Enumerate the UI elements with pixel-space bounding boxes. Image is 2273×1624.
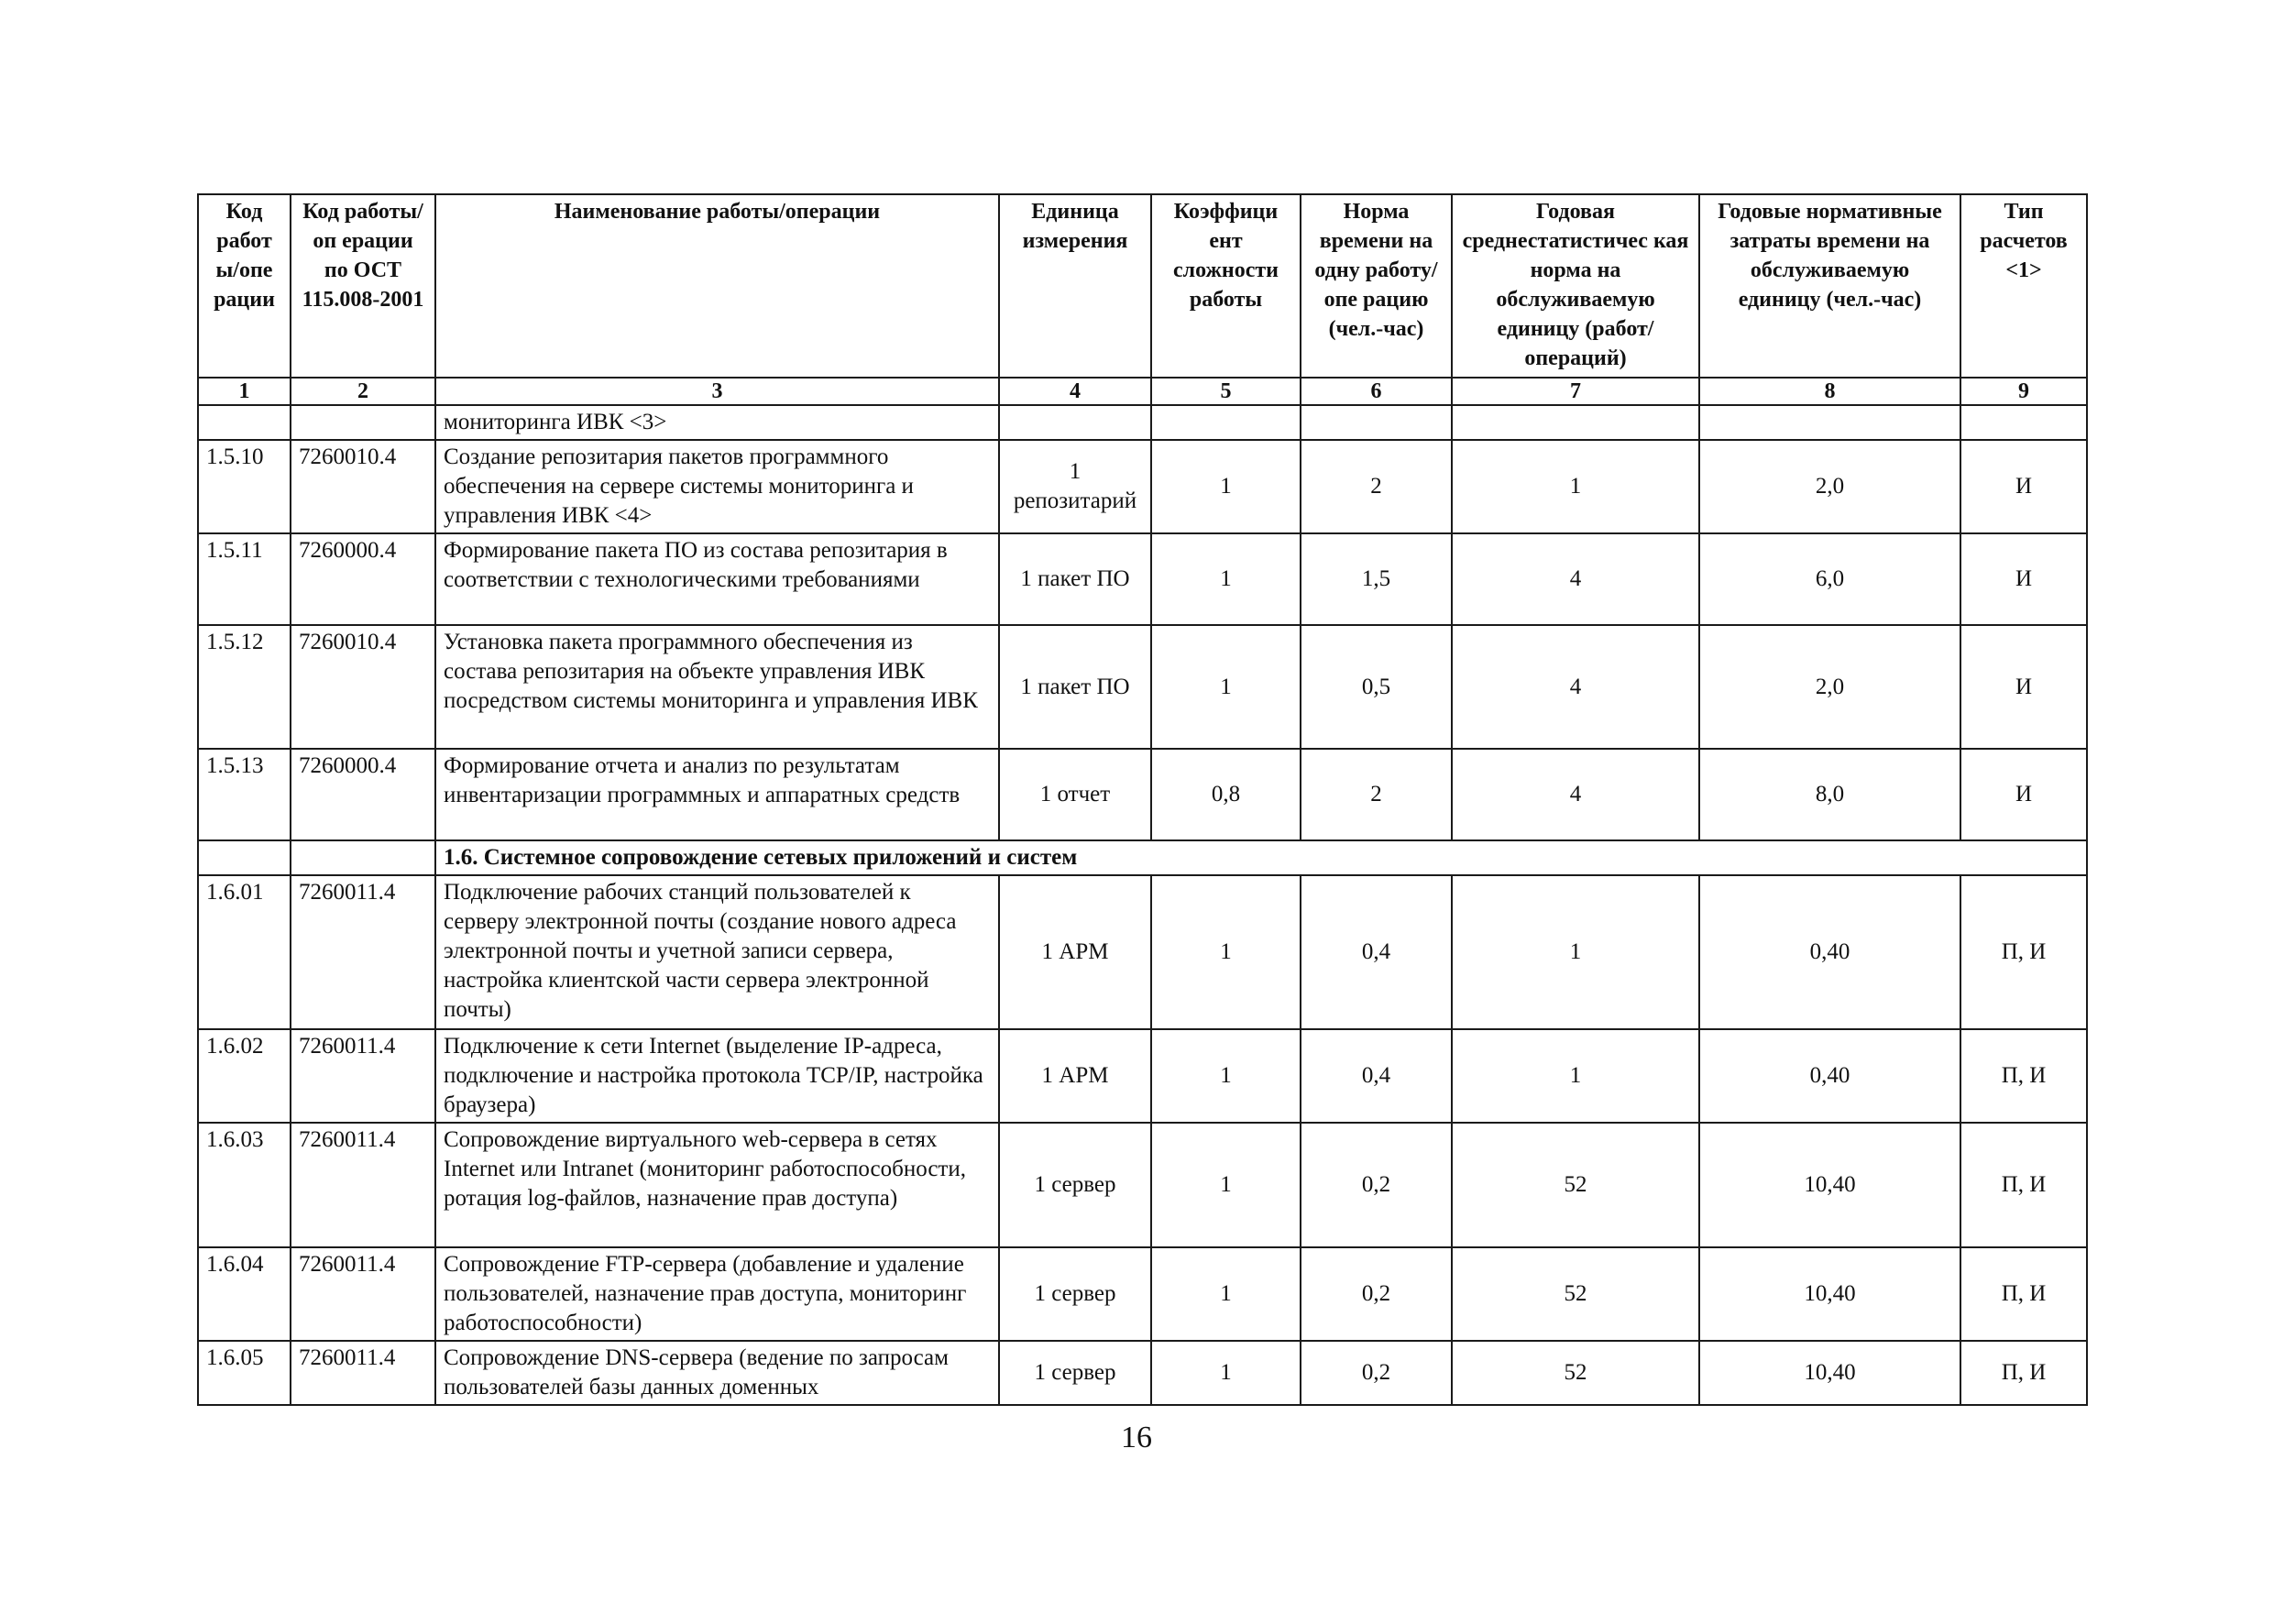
row-annual-norm: 1 bbox=[1452, 1029, 1699, 1123]
row-name: Установка пакета программного обеспечения из состава репозитария на объекте управления ИВК посредством системы мониторинга и управления ИВК bbox=[435, 625, 999, 749]
table-body bbox=[198, 378, 2087, 1405]
col-header-calc-type: Тип расчетов <1> bbox=[1960, 194, 2087, 378]
column-number: 5 bbox=[1151, 378, 1301, 405]
row-time-norm: 0,4 bbox=[1301, 1029, 1452, 1123]
col-header-name: Наименование работы/операции bbox=[435, 194, 999, 378]
row-ost-code: 7260011.4 bbox=[291, 1123, 435, 1247]
row-calc-type: П, И bbox=[1960, 1247, 2087, 1341]
table-row bbox=[198, 1029, 2087, 1123]
row-annual-costs: 8,0 bbox=[1699, 749, 1960, 840]
row-unit: 1 АРМ bbox=[999, 875, 1151, 1029]
col-header-annual-costs: Годовые нормативные затраты времени на обслуживаемую единицу (чел.-час) bbox=[1699, 194, 1960, 378]
header-row bbox=[198, 194, 2087, 378]
row-unit: 1 сервер bbox=[999, 1247, 1151, 1341]
table-row bbox=[198, 533, 2087, 625]
row-time-norm: 0,4 bbox=[1301, 875, 1452, 1029]
row-ost-code: 7260011.4 bbox=[291, 1247, 435, 1341]
row-annual-norm: 1 bbox=[1452, 440, 1699, 533]
row-annual-costs: 2,0 bbox=[1699, 625, 1960, 749]
table-row bbox=[198, 625, 2087, 749]
column-number-row bbox=[198, 378, 2087, 405]
row-ost-code: 7260010.4 bbox=[291, 625, 435, 749]
table-row bbox=[198, 1247, 2087, 1341]
row-coefficient: 1 bbox=[1151, 875, 1301, 1029]
row-name: Сопровождение FTP-сервера (добавление и удаление пользователей, назначение прав доступа, мониторинг работоспособности) bbox=[435, 1247, 999, 1341]
row-coefficient: 1 bbox=[1151, 1341, 1301, 1405]
row-ost-code: 7260011.4 bbox=[291, 1341, 435, 1405]
table-row bbox=[198, 875, 2087, 1029]
row-name: Сопровождение виртуального web-сервера в сетях Internet или Intranet (мониторинг работоспособности, ротация log-файлов, назначение прав доступа) bbox=[435, 1123, 999, 1247]
section-title: 1.6. Системное сопровождение сетевых приложений и систем bbox=[435, 840, 2087, 875]
row-coefficient: 1 bbox=[1151, 1247, 1301, 1341]
column-number: 3 bbox=[435, 378, 999, 405]
row-annual-norm: 52 bbox=[1452, 1123, 1699, 1247]
row-calc-type: П, И bbox=[1960, 875, 2087, 1029]
row-coefficient: 1 bbox=[1151, 1029, 1301, 1123]
row-annual-costs: 10,40 bbox=[1699, 1247, 1960, 1341]
row-annual-costs: 10,40 bbox=[1699, 1123, 1960, 1247]
row-unit: 1 репозитарий bbox=[999, 440, 1151, 533]
row-time-norm: 0,2 bbox=[1301, 1123, 1452, 1247]
row-name: Подключение рабочих станций пользователей к серверу электронной почты (создание нового адреса электронной почты и учетной записи сервера, настройка клиентской части сервера электронной почты) bbox=[435, 875, 999, 1029]
row-code: 1.6.01 bbox=[198, 875, 291, 1029]
row-code: 1.6.04 bbox=[198, 1247, 291, 1341]
row-unit: 1 отчет bbox=[999, 749, 1151, 840]
row-ost-code: 7260000.4 bbox=[291, 749, 435, 840]
table-row bbox=[198, 749, 2087, 840]
row-unit: 1 сервер bbox=[999, 1341, 1151, 1405]
table-row bbox=[198, 1123, 2087, 1247]
row-time-norm: 0,2 bbox=[1301, 1341, 1452, 1405]
column-number: 9 bbox=[1960, 378, 2087, 405]
row-code: 1.6.02 bbox=[198, 1029, 291, 1123]
table-row bbox=[198, 1341, 2087, 1405]
row-ost-code: 7260000.4 bbox=[291, 533, 435, 625]
row-time-norm: 0,2 bbox=[1301, 1247, 1452, 1341]
row-annual-norm: 1 bbox=[1452, 875, 1699, 1029]
row-unit: 1 АРМ bbox=[999, 1029, 1151, 1123]
row-name: Создание репозитария пакетов программного обеспечения на сервере системы мониторинга и управления ИВК <4> bbox=[435, 440, 999, 533]
row-annual-norm: 4 bbox=[1452, 625, 1699, 749]
row-unit: 1 пакет ПО bbox=[999, 533, 1151, 625]
row-coefficient: 1 bbox=[1151, 440, 1301, 533]
col-header-ost-code: Код работы/оп ерации по ОСТ 115.008-2001 bbox=[291, 194, 435, 378]
page-number: 16 bbox=[1121, 1421, 1152, 1454]
row-code: 1.6.03 bbox=[198, 1123, 291, 1247]
row-unit: 1 сервер bbox=[999, 1123, 1151, 1247]
row-unit: 1 пакет ПО bbox=[999, 625, 1151, 749]
row-calc-type: И bbox=[1960, 749, 2087, 840]
column-number: 6 bbox=[1301, 378, 1452, 405]
column-number: 7 bbox=[1452, 378, 1699, 405]
column-number: 8 bbox=[1699, 378, 1960, 405]
column-number: 2 bbox=[291, 378, 435, 405]
row-name: Формирование отчета и анализ по результатам инвентаризации программных и аппаратных средств bbox=[435, 749, 999, 840]
row-ost-code: 7260010.4 bbox=[291, 440, 435, 533]
row-annual-costs: 0,40 bbox=[1699, 1029, 1960, 1123]
table-row bbox=[198, 440, 2087, 533]
row-time-norm: 0,5 bbox=[1301, 625, 1452, 749]
row-name: Формирование пакета ПО из состава репозитария в соответствии с технологическими требованиями bbox=[435, 533, 999, 625]
row-calc-type: П, И bbox=[1960, 1029, 2087, 1123]
row-coefficient: 1 bbox=[1151, 625, 1301, 749]
col-header-time-norm: Норма времени на одну работу/опе рацию (чел.-час) bbox=[1301, 194, 1452, 378]
row-code: 1.5.10 bbox=[198, 440, 291, 533]
col-header-unit: Единица измерения bbox=[999, 194, 1151, 378]
row-code: 1.6.05 bbox=[198, 1341, 291, 1405]
row-annual-costs: 10,40 bbox=[1699, 1341, 1960, 1405]
row-name: Подключение к сети Internet (выделение IP-адреса, подключение и настройка протокола TCP/IP, настройка браузера) bbox=[435, 1029, 999, 1123]
column-number: 4 bbox=[999, 378, 1151, 405]
row-calc-type: И bbox=[1960, 625, 2087, 749]
row-annual-costs: 2,0 bbox=[1699, 440, 1960, 533]
row-annual-norm: 52 bbox=[1452, 1341, 1699, 1405]
column-number: 1 bbox=[198, 378, 291, 405]
row-time-norm: 2 bbox=[1301, 440, 1452, 533]
col-header-code: Код работ ы/опе рации bbox=[198, 194, 291, 378]
row-annual-norm: 4 bbox=[1452, 533, 1699, 625]
row-ost-code: 7260011.4 bbox=[291, 1029, 435, 1123]
row-calc-type: П, И bbox=[1960, 1123, 2087, 1247]
row-calc-type: И bbox=[1960, 440, 2087, 533]
continuation-text: мониторинга ИВК <3> bbox=[435, 405, 999, 440]
row-calc-type: П, И bbox=[1960, 1341, 2087, 1405]
row-calc-type: И bbox=[1960, 533, 2087, 625]
continuation-row bbox=[198, 405, 2087, 440]
row-annual-costs: 6,0 bbox=[1699, 533, 1960, 625]
work-norms-table bbox=[197, 193, 2088, 1406]
row-coefficient: 0,8 bbox=[1151, 749, 1301, 840]
col-header-coefficient: Коэффици ент сложности работы bbox=[1151, 194, 1301, 378]
row-name: Сопровождение DNS-сервера (ведение по запросам пользователей базы данных доменных bbox=[435, 1341, 999, 1405]
row-time-norm: 2 bbox=[1301, 749, 1452, 840]
section-row bbox=[198, 840, 2087, 875]
row-code: 1.5.12 bbox=[198, 625, 291, 749]
row-ost-code: 7260011.4 bbox=[291, 875, 435, 1029]
row-annual-norm: 4 bbox=[1452, 749, 1699, 840]
row-coefficient: 1 bbox=[1151, 1123, 1301, 1247]
row-annual-costs: 0,40 bbox=[1699, 875, 1960, 1029]
row-annual-norm: 52 bbox=[1452, 1247, 1699, 1341]
row-time-norm: 1,5 bbox=[1301, 533, 1452, 625]
row-code: 1.5.13 bbox=[198, 749, 291, 840]
col-header-annual-norm: Годовая среднестатистичес кая норма на обслуживаемую единицу (работ/операций) bbox=[1452, 194, 1699, 378]
row-coefficient: 1 bbox=[1151, 533, 1301, 625]
row-code: 1.5.11 bbox=[198, 533, 291, 625]
